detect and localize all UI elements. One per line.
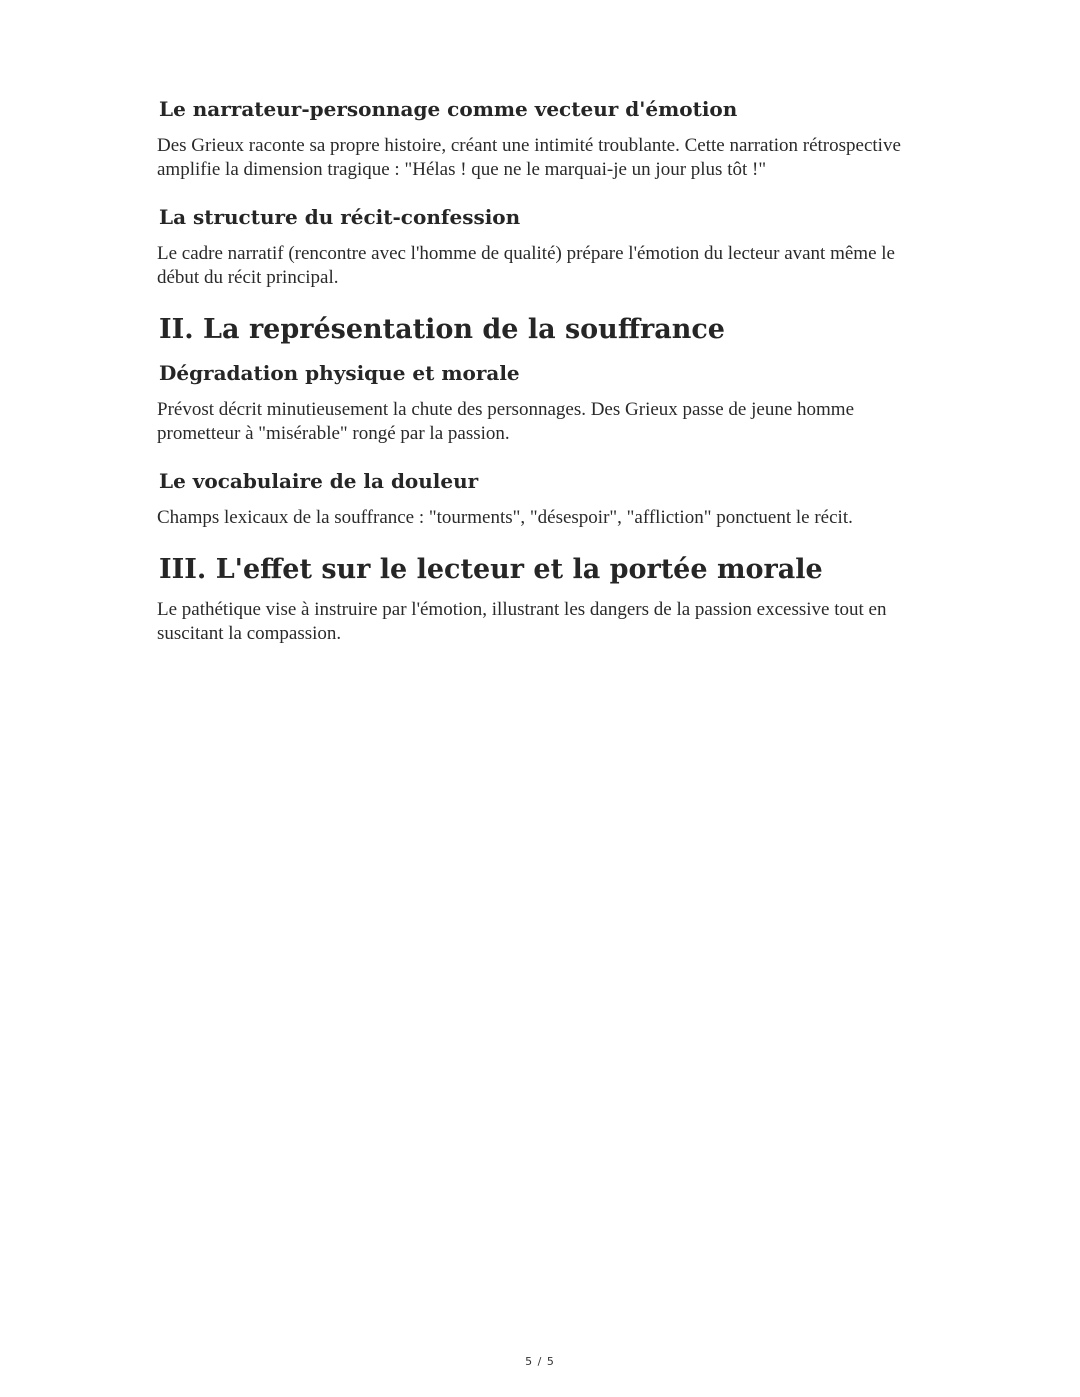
heading-part-3: III. L'effet sur le lecteur et la portée morale <box>159 554 823 585</box>
heading-part-2: II. La représentation de la souffrance <box>159 314 725 345</box>
paragraph-degradation: Prévost décrit minutieusement la chute des personnages. Des Grieux passe de jeune homme prometteur à "misérable" rongé par la passion. <box>157 399 854 444</box>
page-number: 5 / 5 <box>525 1355 555 1368</box>
paragraph-structure: Le cadre narratif (rencontre avec l'homme de qualité) prépare l'émotion du lecteur avant même le début du récit principal. <box>157 243 895 288</box>
subheading-narrateur: Le narrateur-personnage comme vecteur d'émotion <box>159 97 738 121</box>
paragraph-narrateur: Des Grieux raconte sa propre histoire, créant une intimité troublante. Cette narration rétrospective amplifie la dimension tragique : "Hélas ! que ne le marquai-je un jour plus tôt !" <box>157 135 901 180</box>
page-content <box>157 94 937 666</box>
paragraph-vocabulaire: Champs lexicaux de la souffrance : "tourments", "désespoir", "affliction" ponctuent le récit. <box>157 507 853 528</box>
paragraph-portee-morale: Le pathétique vise à instruire par l'émotion, illustrant les dangers de la passion excessive tout en suscitant la compassion. <box>157 599 887 644</box>
subheading-vocabulaire: Le vocabulaire de la douleur <box>159 469 479 493</box>
subheading-structure: La structure du récit-confession <box>159 205 521 229</box>
subheading-degradation: Dégradation physique et morale <box>159 361 520 385</box>
